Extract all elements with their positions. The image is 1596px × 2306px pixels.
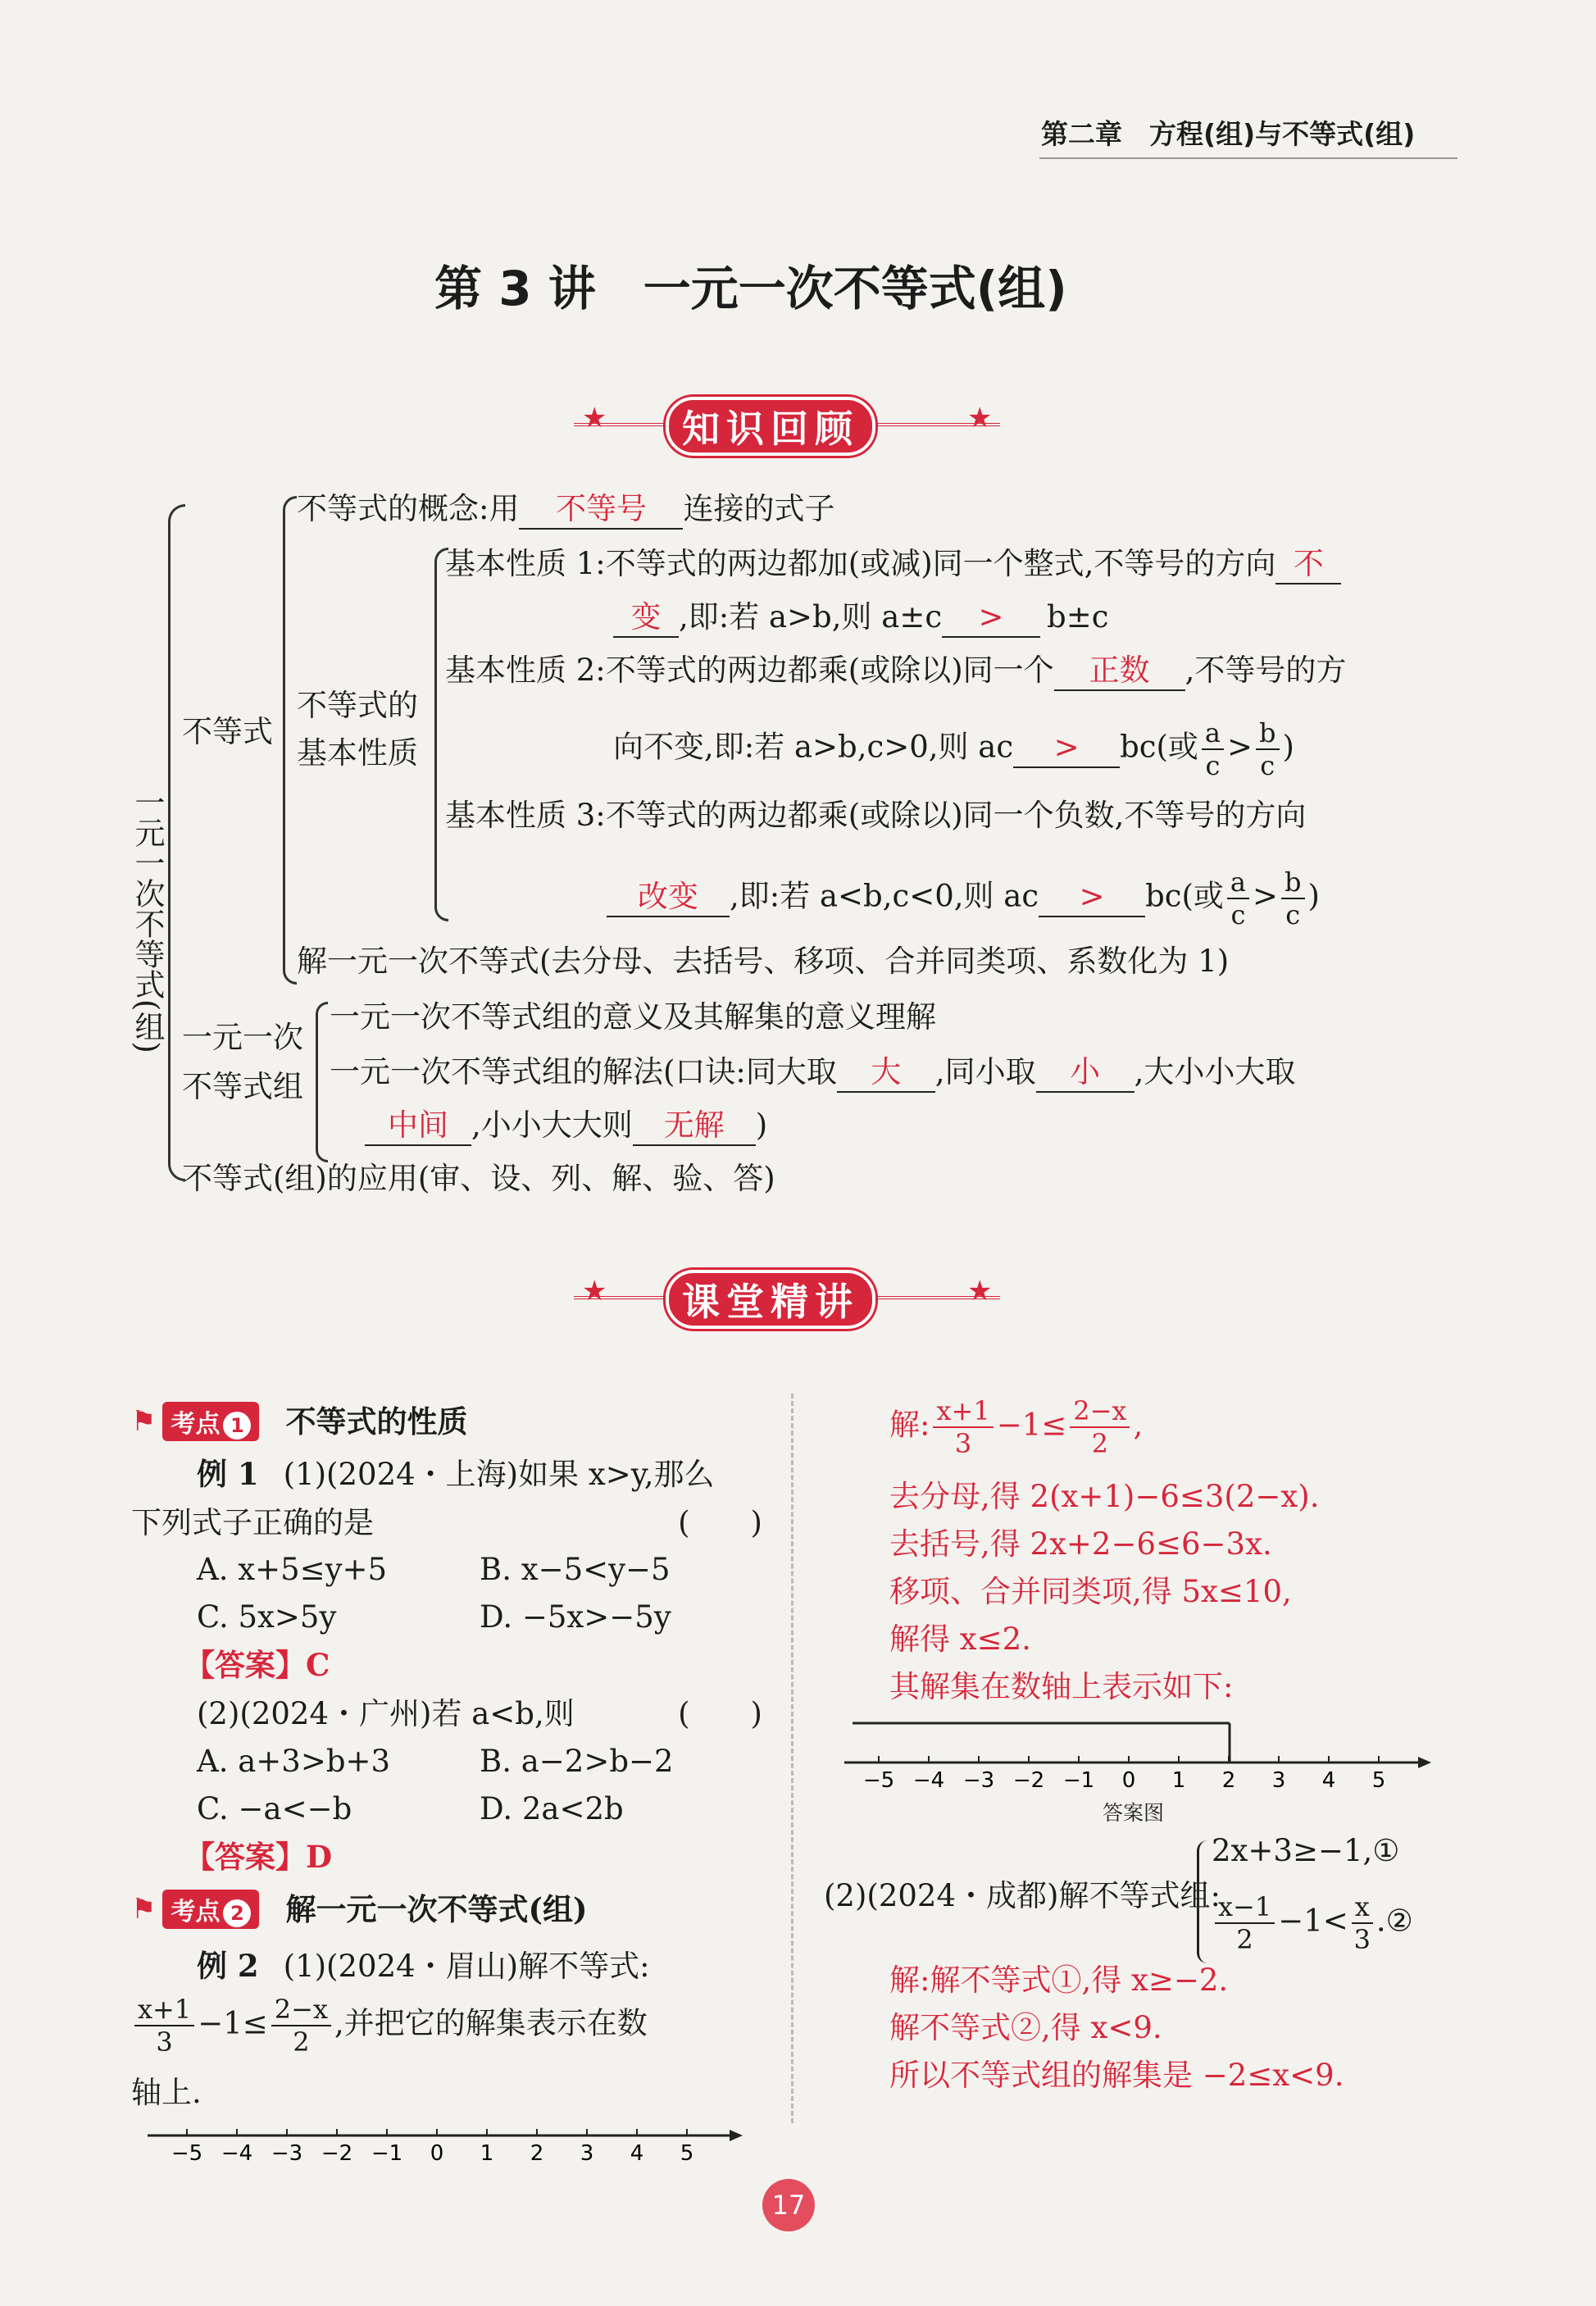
sol-q2-s3: 所以不等式组的解集是 −2≤x<9.: [889, 2058, 1344, 2093]
axis-tick-label: 3: [580, 2141, 594, 2166]
axis-tick-label: −4: [221, 2141, 253, 2166]
kd2-heading: ⚑ 考点 2 解一元一次不等式(组): [131, 1890, 588, 1929]
tree-ineq: 不等式: [182, 714, 273, 749]
axis-tick-label: 2: [1221, 1768, 1236, 1793]
prop1-line1: 基本性质 1:不等式的两边都加(或减)同一个整式,不等号的方向 不: [445, 545, 1341, 584]
ex1-answer2: 【答案】D: [184, 1839, 333, 1875]
banner-review-text: 知识回顾: [666, 397, 875, 456]
ex2-q1: 例 2 (1)(2024・眉山)解不等式:: [197, 1948, 650, 1984]
axis-tick-label: −3: [271, 2141, 303, 2166]
prop3-line1: 基本性质 3:不等式的两边都乘(或除以)同一个负数,不等号的方向: [445, 798, 1307, 833]
sys-line2: 一元一次不等式组的解法(口诀:同大取 大 ,同小取 小 ,大小小大取: [330, 1053, 1295, 1093]
sol-line4: 移项、合并同类项,得 5x≤10,: [889, 1574, 1292, 1609]
sol-q2-brace: [1197, 1840, 1207, 1963]
star-icon: ★: [967, 1275, 993, 1308]
axis-tick-label: 4: [1321, 1768, 1336, 1793]
ex1-q2-opt-a: A. a+3>b+3: [197, 1744, 391, 1779]
axis-tick-label: −4: [912, 1768, 945, 1793]
ex1-opt-b: B. x−5<y−5: [480, 1552, 671, 1587]
ex1-opt-d: D. −5x>−5y: [480, 1599, 671, 1635]
ex1-opt-a: A. x+5≤y+5: [197, 1552, 388, 1587]
ex1-opt-c: C. 5x>5y: [197, 1599, 337, 1635]
solve-line: 解一元一次不等式(去分母、去括号、移项、合并同类项、系数化为 1): [297, 944, 1230, 979]
prop2-line2: 向不变,即:若 a>b,c>0,则 ac > bc(或 $\frac{a}{c}$ > $\frac{b}{c}$ ): [613, 717, 1294, 781]
tree-root: 一元一次不等式(组): [130, 787, 165, 1053]
axis-tick-label: −3: [962, 1768, 995, 1793]
ex2-q1-end: 轴上.: [131, 2075, 202, 2110]
apply-line: 不等式(组)的应用(审、设、列、解、验、答): [182, 1161, 775, 1196]
sol-line6: 其解集在数轴上表示如下:: [889, 1669, 1234, 1704]
ex1-q2-opt-b: B. a−2>b−2: [480, 1744, 674, 1779]
concept-line: 不等式的概念:用 不等号 连接的式子: [297, 490, 834, 530]
answer-figure-caption: 答案图: [1103, 1801, 1165, 1825]
axis-tick-label: 1: [480, 2141, 494, 2166]
axis-tick-label: −2: [1012, 1768, 1045, 1793]
section-banner-lecture: [574, 1267, 1000, 1332]
axis-tick-label: 3: [1271, 1768, 1286, 1793]
ex1-q2: (2)(2024・广州)若 a<b,则 ( ): [197, 1696, 762, 1731]
props-label: 不等式的 基本性质: [297, 688, 418, 771]
star-icon: ★: [582, 402, 607, 434]
ex1-q2-opt-d: D. 2a<2b: [480, 1791, 624, 1826]
ex1-q1: 例 1 (1)(2024・上海)如果 x>y,那么: [197, 1456, 715, 1492]
tree-bracket-props: [434, 548, 448, 921]
sol-line1: 解: $\frac{x+1}{3}$ −1≤ $\frac{2-x}{2}$ ,: [889, 1395, 1144, 1459]
tree-bracket-sys: [316, 1002, 328, 1162]
number-line-answer: [844, 1713, 1435, 1803]
ex1-q1b: 下列式子正确的是 ( ): [131, 1505, 762, 1540]
flag-icon: ⚑: [131, 1893, 157, 1926]
sol-q2-s1: 解:解不等式①,得 x≥−2.: [889, 1963, 1229, 1998]
sol-q2-eq1: 2x+3≥−1,①: [1212, 1833, 1400, 1868]
tree-bracket-ineq: [283, 496, 297, 985]
number-line-question: [148, 2119, 746, 2176]
axis-tick-label: −1: [371, 2141, 403, 2166]
sol-line5: 解得 x≤2.: [889, 1621, 1031, 1657]
ex2-q1-expr: $\frac{x+1}{3}$ −1≤ $\frac{2-x}{2}$ ,并把它的解集表示在数: [131, 1996, 648, 2055]
axis-tick-label: 1: [1171, 1768, 1186, 1793]
axis-tick-label: 4: [630, 2141, 644, 2166]
axis-tick-label: −5: [862, 1768, 895, 1793]
prop3-line2: 改变 ,即:若 a<b,c<0,则 ac > bc(或 $\frac{a}{c}$ > $\frac{b}{c}$ ): [607, 869, 1320, 928]
prop1-line2: 变 ,即:若 a>b,则 a±c > b±c: [613, 598, 1108, 638]
sys-label: 一元一次 不等式组: [182, 1020, 303, 1105]
axis-tick-label: 5: [1371, 1768, 1386, 1793]
axis-tick-label: −2: [321, 2141, 353, 2166]
section-banner-review: [574, 393, 1000, 459]
ex1-q2-opt-c: C. −a<−b: [197, 1791, 352, 1826]
star-icon: ★: [582, 1275, 607, 1308]
prop2-line1: 基本性质 2:不等式的两边都乘(或除以)同一个 正数 ,不等号的方: [445, 652, 1346, 691]
banner-lecture-text: 课堂精讲: [666, 1270, 875, 1329]
header-rule: [1039, 157, 1457, 159]
sys-line3: 中间 ,小小大大则 无解 ): [365, 1107, 767, 1146]
page-number: 17: [762, 2179, 815, 2231]
sys-line1: 一元一次不等式组的意义及其解集的意义理解: [330, 999, 936, 1035]
flag-icon: ⚑: [131, 1405, 157, 1438]
star-icon: ★: [967, 402, 993, 434]
column-divider: [791, 1394, 793, 2123]
sol-line3: 去括号,得 2x+2−6≤6−3x.: [889, 1526, 1272, 1562]
axis-tick-label: 0: [430, 2141, 444, 2166]
axis-tick-label: −1: [1062, 1768, 1095, 1793]
axis-tick-label: 0: [1121, 1768, 1136, 1793]
sol-q2-s2: 解不等式②,得 x<9.: [889, 2010, 1162, 2045]
sol-q2-eq2: $\frac{x-1}{2}$ −1< $\frac{x}{3}$ .②: [1212, 1894, 1413, 1953]
page-title: 第 3 讲 一元一次不等式(组): [434, 261, 1067, 316]
ex1-answer1: 【答案】C: [184, 1647, 330, 1683]
axis-tick-label: 5: [680, 2141, 694, 2166]
sol-line2: 去分母,得 2(x+1)−6≤3(2−x).: [889, 1479, 1320, 1514]
axis-tick-label: −5: [171, 2141, 203, 2166]
sol-q2: (2)(2024・成都)解不等式组:: [824, 1878, 1221, 1913]
chapter-header: 第二章 方程(组)与不等式(组): [1041, 118, 1416, 150]
kd1-heading: ⚑ 考点 1 不等式的性质: [131, 1402, 467, 1441]
axis-tick-label: 2: [530, 2141, 544, 2166]
